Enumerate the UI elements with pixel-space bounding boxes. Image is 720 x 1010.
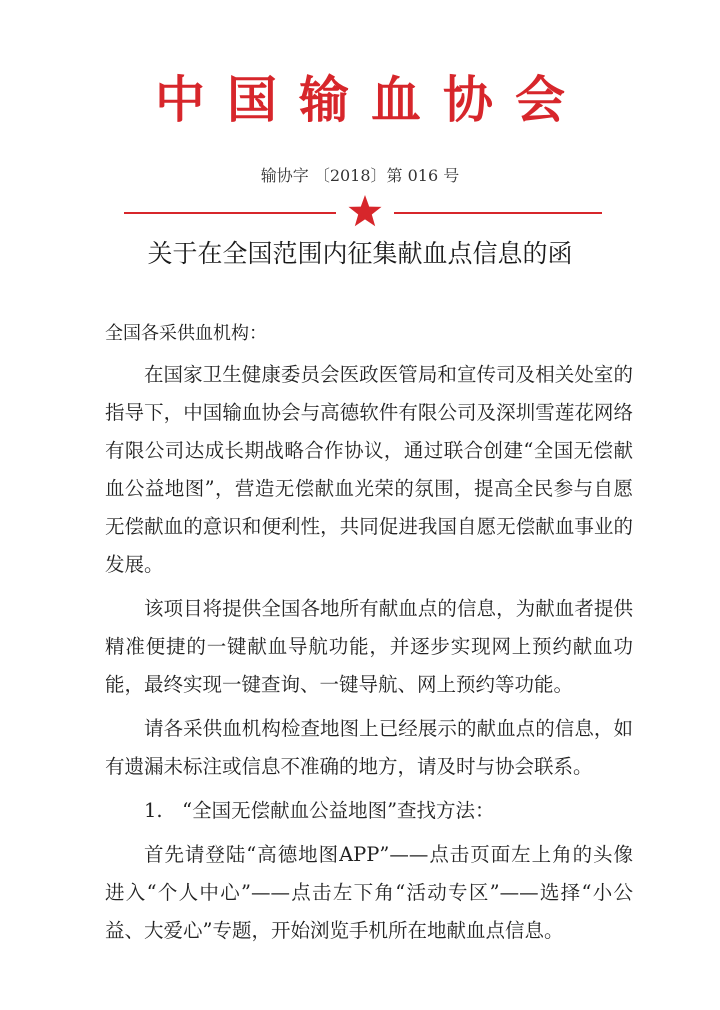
letterhead-divider <box>124 201 602 225</box>
body-paragraph-3: 请各采供血机构检查地图上已经展示的献血点的信息，如有遗漏未标注或信息不准确的地方，请及时与协会联系。 <box>105 717 633 778</box>
document-body <box>105 356 633 956</box>
item-1-heading: 1. “全国无偿献血公益地图”查找方法： <box>144 799 495 822</box>
document-title: 关于在全国范围内征集献血点信息的函 <box>147 239 573 268</box>
letterhead-org-name: 中国输血协会 <box>155 70 587 129</box>
divider-line-left <box>124 212 336 214</box>
document-number: 输协字 〔2018〕第 016 号 <box>260 166 460 185</box>
item-1-text: 首先请登陆“高德地图APP”——点击页面左上角的头像进入“个人中心”——点击左下角“活动专区”——选择“小公益、大爱心”专题，开始浏览手机所在地献血点信息。 <box>105 843 633 942</box>
body-paragraph-1: 在国家卫生健康委员会医政医管局和宣传司及相关处室的指导下，中国输血协会与高德软件有限公司及深圳雪莲花网络有限公司达成长期战略合作协议，通过联合创建“全国无偿献血公益地图”，营造无偿献血光荣的氛围，提高全民参与自愿无偿献血的意识和便利性，共同促进我国自愿无偿献血事业的发展。 <box>105 363 633 576</box>
red-star-icon <box>347 193 383 229</box>
divider-line-right <box>394 212 602 214</box>
salutation: 全国各采供血机构： <box>105 323 267 344</box>
body-paragraph-2: 该项目将提供全国各地所有献血点的信息，为献血者提供精准便捷的一键献血导航功能，并逐步实现网上预约献血功能，最终实现一键查询、一键导航、网上预约等功能。 <box>105 597 633 696</box>
